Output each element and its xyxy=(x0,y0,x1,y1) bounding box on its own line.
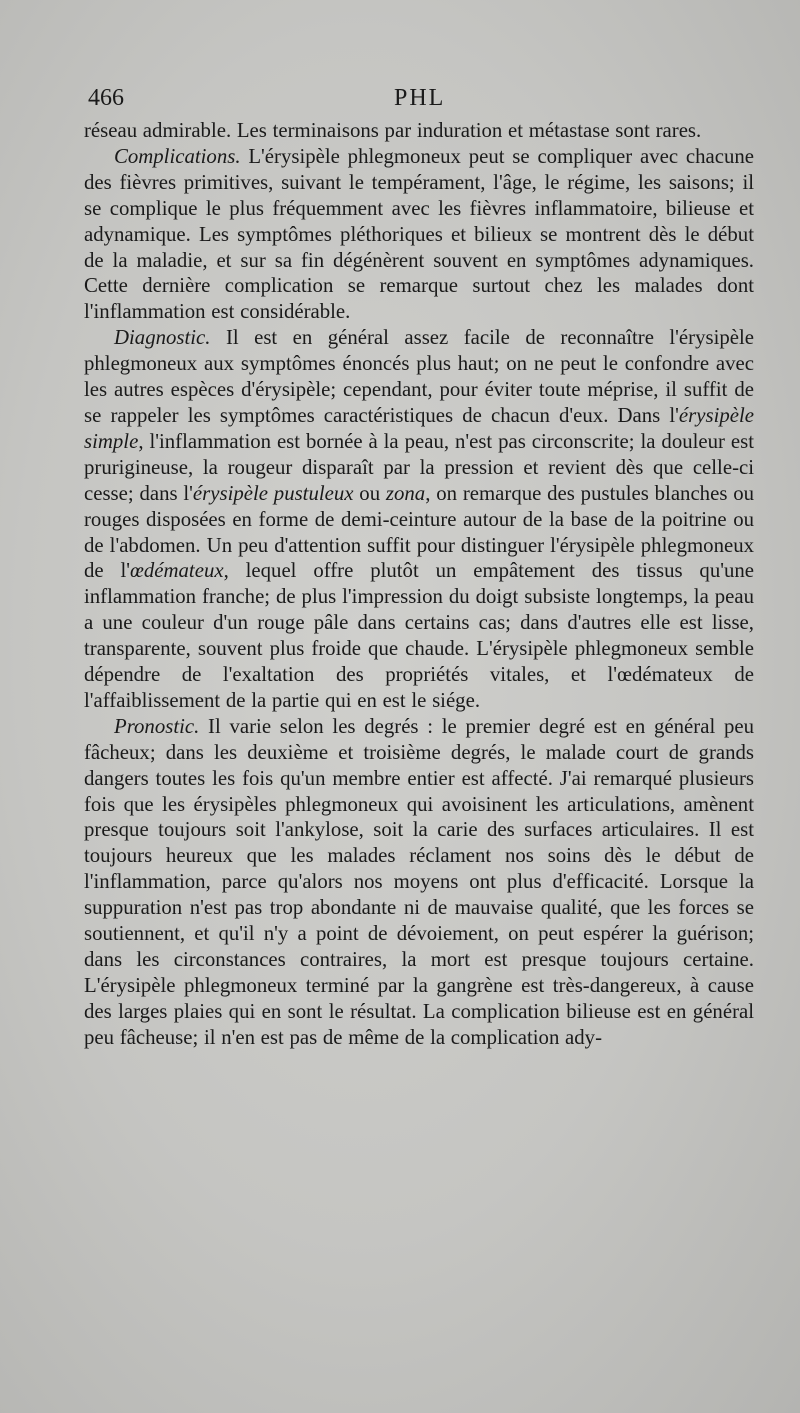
running-head: PHL xyxy=(394,85,446,111)
section-lead-complications: Complications. xyxy=(114,144,241,168)
paragraph-text: , l'inflammation est bornée à la peau, n'est pas circonscrite; la douleur est prurigineuse, la rougeur disparaît par la pression et revient dès que celle-ci cesse; dans l' xyxy=(84,429,754,505)
body-text xyxy=(84,118,754,1051)
term-erysipele-pustuleux: érysipèle pustuleux xyxy=(192,481,354,505)
term-erysipele-simple: érysipèle simple xyxy=(84,403,754,453)
page-header xyxy=(88,85,758,119)
section-lead-diagnostic: Diagnostic. xyxy=(114,326,211,350)
paragraph-text: , lequel offre plutôt un empâtement des tissus qu'une inflammation franche; de plus l'impression du doigt subsiste longtemps, la peau a une couleur d'un rouge pâle dans certains cas; dans d'autres elle est lisse, transparente, souvent plus froide que chaude. L'érysipèle phlegmoneux semble dépendre de l'exaltation des propriétés vitales, et l'œdémateux de l'affaiblissement de la partie qui en est le siége. xyxy=(84,559,754,712)
paragraph-complications xyxy=(84,144,754,325)
paragraph-text: Il varie selon les degrés : le premier degré est en général peu fâcheux; dans les deuxième et troisième degrés, le malade court de grands dangers toutes les fois qu'un membre entier est affecté. J'ai remarqué plusieurs fois que les érysipèles phlegmoneux qui avoisinent les articulations, amènent presque toujours soit l'ankylose, soit la carie des surfaces articulaires. Il est toujours heureux que les malades réclament nos soins dès le début de l'inflammation, parce qu'alors nos moyens ont plus d'efficacité. Lorsque la suppuration n'est pas trop abondante ni de mauvaise qualité, que les forces se soutiennent, et qu'il n'y a point de dévoiement, on peut espérer la guérison; dans les circonstances contraires, la mort est presque toujours certaine. L'érysipèle phlegmoneux terminé par la gangrène est très-dangereux, à cause des larges plaies qui en sont le résultat. La complication bilieuse est en général peu fâcheuse; il n'en est pas de même de la complication ady- xyxy=(84,714,754,1049)
term-zona: zona xyxy=(385,481,426,505)
paragraph-text: ou xyxy=(353,481,386,505)
term-oedemateux: œdémateux xyxy=(130,559,224,583)
paragraph-text: , on remarque des pustules blanches ou rouges disposées en forme de demi-ceinture autour de la base de la poitrine ou de l'abdomen. Un peu d'attention suffit pour distinguer l'érysipèle phlegmoneux de l' xyxy=(84,481,755,583)
paragraph-text: L'érysipèle phlegmoneux peut se compliquer avec chacune des fièvres primitives, suivant le tempérament, l'âge, le régime, les saisons; il se complique le plus fréquemment avec les fièvres inflammatoire, bilieuse et adynamique. Les symptômes pléthoriques et bilieux se montrent dès le début de la maladie, et sur sa fin dégénèrent souvent en symptômes adynamiques. Cette dernière complication se remarque surtout chez les malades dont l'inflammation est considérable. xyxy=(84,144,754,324)
section-lead-pronostic: Pronostic. xyxy=(114,714,200,738)
paragraph-pronostic xyxy=(84,714,754,1051)
paragraph-continuation xyxy=(84,118,754,144)
page-number: 466 xyxy=(88,85,124,111)
paragraph-diagnostic xyxy=(84,325,754,714)
paragraph-text: Il est en général assez facile de reconnaître l'érysipèle phlegmoneux aux symptômes énoncés plus haut; on ne peut le confondre avec les autres espèces d'érysipèle; cependant, pour éviter toute méprise, il suffit de se rappeler les symptômes caractéristiques de chacun d'eux. Dans l' xyxy=(84,326,754,427)
paragraph-text: réseau admirable. Les terminaisons par induration et métastase sont rares. xyxy=(84,119,702,142)
